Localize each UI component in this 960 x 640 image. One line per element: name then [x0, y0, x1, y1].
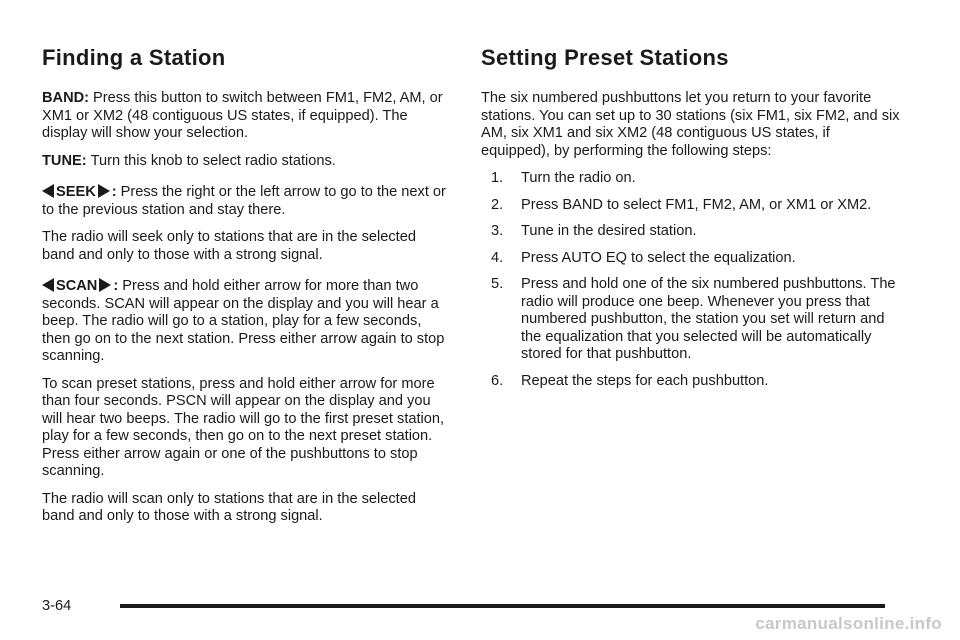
step-number: 6. [491, 372, 504, 389]
band-paragraph [42, 90, 447, 143]
band-term: BAND: [42, 90, 90, 106]
tune-paragraph [42, 153, 447, 171]
tune-text: Turn this knob to select radio stations. [90, 152, 336, 169]
right-column [481, 44, 901, 399]
watermark: carmanualsonline.info [755, 614, 942, 633]
scan-term: SCAN [56, 278, 98, 294]
page-number: 3-64 [42, 598, 72, 614]
step-number: 4. [491, 249, 504, 266]
step-text: Turn the radio on. [521, 170, 636, 186]
seek-note: The radio will seek only to stations that are in the selected band and only to those with a strong signal. [42, 229, 416, 263]
step-text: Press BAND to select FM1, FM2, AM, or XM1 or XM2. [521, 196, 872, 213]
seek-term: SEEK [56, 184, 96, 200]
step-text: Repeat the steps for each pushbutton. [521, 372, 769, 389]
arrow-left-icon [42, 184, 54, 198]
arrow-left-icon [42, 278, 54, 292]
left-column [42, 44, 447, 536]
tune-term: TUNE: [42, 152, 87, 169]
list-item [491, 250, 901, 268]
scan-text: Press and hold either arrow for more than two seconds. SCAN will appear on the display and you will hear a beep. The radio will go to a station, play for a few seconds, then go on to the next station. Press either arrow again to stop scanning. [42, 278, 445, 364]
list-item [491, 223, 901, 241]
list-item [491, 373, 901, 391]
step-text: Press AUTO EQ to select the equalization. [521, 249, 796, 266]
list-item [491, 276, 901, 364]
step-text: Tune in the desired station. [521, 223, 697, 239]
step-number: 2. [491, 196, 504, 213]
footer-divider [120, 604, 885, 608]
seek-colon: : [111, 184, 117, 200]
list-item [491, 197, 901, 215]
preset-intro: The six numbered pushbuttons let you return to your favorite stations. You can set up to 30 stations (six FM1, six FM2, and six AM, six XM1 and six XM2 (48 contiguous US states, if equipped), by performing the following steps: [481, 90, 900, 159]
band-text: Press this button to switch between FM1, FM2, AM, or XM1 or XM2 (48 contiguous US states, if equipped). The display will show your selection. [42, 90, 443, 141]
heading-finding-station: Finding a Station [42, 45, 226, 70]
scan-note: The radio will scan only to stations that are in the selected band and only to those with a strong signal. [42, 490, 416, 524]
scan-paragraph [42, 278, 447, 366]
scan-colon: : [113, 278, 119, 294]
step-number: 5. [491, 276, 504, 292]
step-number: 1. [491, 170, 504, 186]
list-item [491, 170, 901, 188]
arrow-right-icon [98, 184, 110, 198]
heading-setting-presets: Setting Preset Stations [481, 45, 729, 70]
preset-scan-paragraph: To scan preset stations, press and hold either arrow for more than four seconds. PSCN will appear on the display and you will hear two beeps. The radio will go to the first preset station, play for a few seconds, then go on to the next preset station. Press either arrow again or one of the pushbuttons to stop scanning. [42, 375, 445, 479]
seek-text: Press the right or the left arrow to go to the next or to the previous station and stay there. [42, 184, 446, 218]
preset-steps-list [481, 170, 901, 390]
step-text: Press and hold one of the six numbered pushbuttons. The radio will produce one beep. Whenever you press that numbered pushbutton, the station you set will return and the equalization that you selected will be automatically stored for that pushbutton. [521, 276, 896, 362]
arrow-right-icon [99, 278, 111, 292]
step-number: 3. [491, 223, 504, 239]
seek-paragraph [42, 184, 447, 219]
